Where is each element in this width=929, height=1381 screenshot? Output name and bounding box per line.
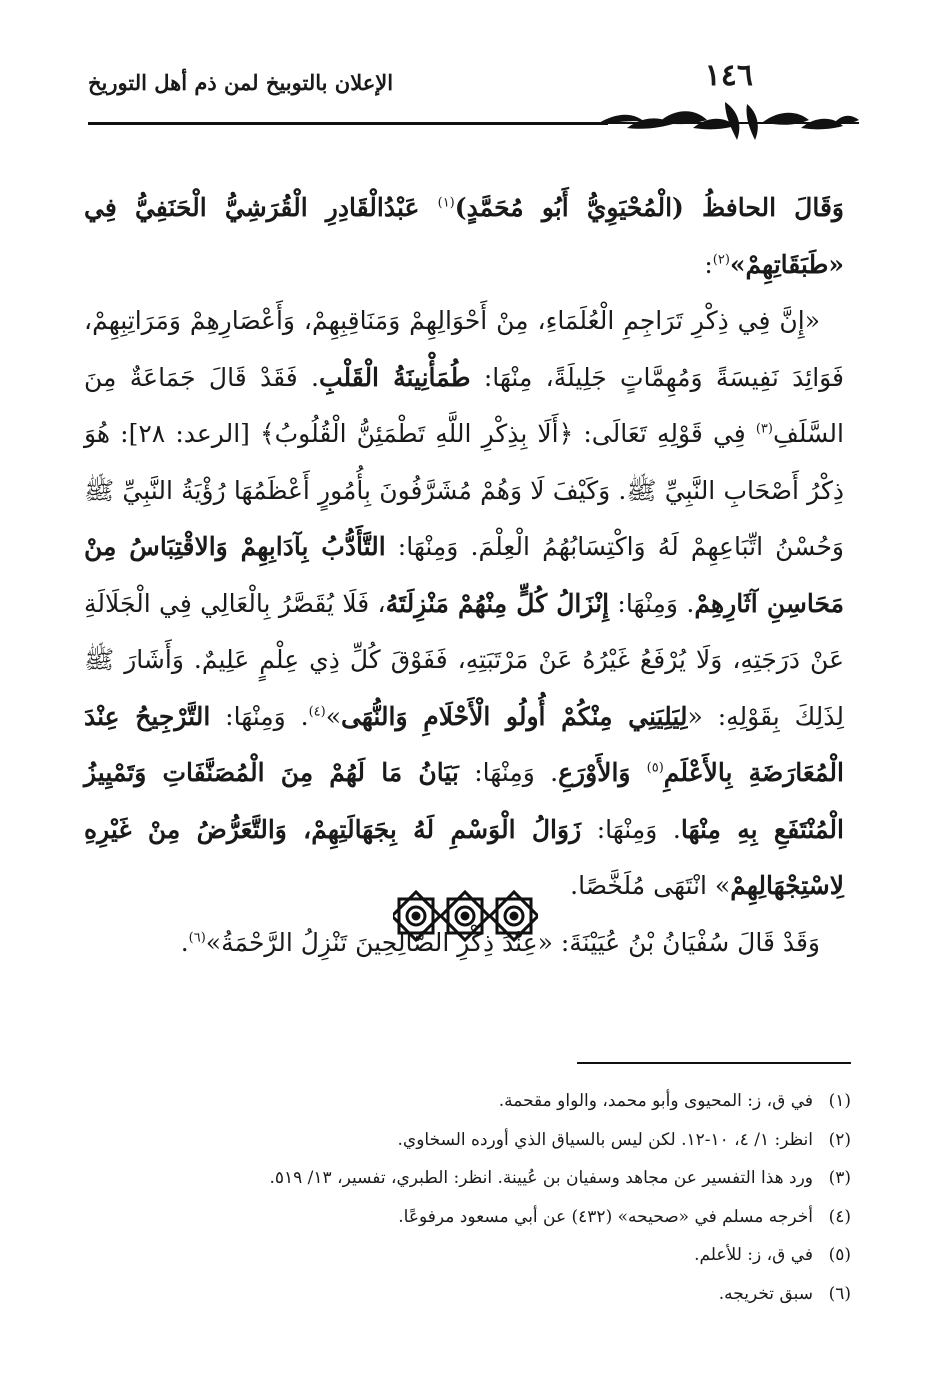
footnote-ref: (١) (437, 195, 455, 211)
footnote-text: أخرجه مسلم في «صحيحه» (٤٣٢) عن أبي مسعود مرفوعًا. (398, 1206, 813, 1227)
quote-bold: وَالأَوْرَعِ (558, 758, 647, 787)
quote-text: ، فَلَا يُقَصَّرُ بِالْعَالِي فِي الْجَلَالَةِ عَنْ دَرَجَتِهِ، وَلَا يُرْفَعُ غَيْرُهُ عَنْ مَرْتَبَتِهِ، فَفَوْقَ كُلِّ ذِي عِلْمٍ عَلِيمٌ. وَأَشَارَ ﷺ لِذَلِكَ بِقَوْلِهِ: « (84, 588, 845, 731)
quote-text: فِي قَوْلِهِ تَعَالَى: ﴿أَلَا بِذِكْرِ اللَّهِ تَطْمَئِنُّ الْقُلُوبُ﴾ [الرعد: ٢٨]: هُوَ ذِكْرُ أَصْحَابِ النَّبِيِّ ﷺ. وَكَيْفَ لَا وَهُمْ مُشَرَّفُونَ بِأُمُورٍ أَعْظَمُهَا رُؤْيَةُ النَّبِيِّ ﷺ وَحُسْنُ اتِّبَاعِهِمْ لَهُ وَاكْتِسَابُهُمُ الْعِلْمَ. وَمِنْهَا: (84, 419, 845, 561)
intro-text: وَقَالَ الحافظُ (الْمُحْيَوِيُّ أَبُو مُحَمَّدٍ) (454, 193, 844, 222)
page-number: ١٤٦ (704, 58, 753, 93)
quote-text: . وَمِنْهَا: (458, 758, 559, 787)
footnote-text: ورد هذا التفسير عن مجاهد وسفيان بن عُيينة. انظر: الطبري، تفسير، ١٣/ ٥١٩. (269, 1168, 813, 1188)
quote-text: . وَمِنْهَا: (609, 588, 695, 618)
intro-paragraph (84, 180, 844, 293)
footnote-number: (٣) (828, 1168, 851, 1188)
footnote-rule (577, 1062, 851, 1064)
footnote-text: سبق تخريجه. (718, 1283, 813, 1304)
footnote-number: (١) (828, 1091, 851, 1111)
quote-text: . فَقَدْ قَالَ جَمَاعَةٌ مِنَ السَّلَفِ (84, 362, 844, 448)
footnote-text: في ق، ز: المحيوى وأبو محمد، والواو مقحمة. (498, 1091, 813, 1111)
section-divider-ornament (393, 890, 538, 942)
intro-name: عَبْدُالْقَادِرِ الْقُرَشِيُّ الْحَنَفِيُّ فِي «طَبَقَاتِهِمْ» (84, 193, 844, 279)
quote-bold: التَّأَدُّبُ بِآدَابِهِمْ وَالاقْتِبَاسُ مِنْ مَحَاسِنِ آثَارِهِمْ (84, 532, 844, 618)
footnote-number: (٤) (828, 1206, 851, 1227)
quote-text: » انْتَهَى مُلَخَّصًا. (570, 871, 731, 900)
footnote-ref: (٤) (308, 704, 326, 720)
footnote-item (71, 1121, 851, 1160)
footnote-number: (٢) (828, 1129, 851, 1150)
footnote-item (71, 1236, 851, 1275)
quote-text: » (325, 701, 342, 731)
footnotes (71, 1082, 851, 1313)
footnote-item (71, 1159, 851, 1198)
footnote-item (71, 1082, 851, 1121)
sufyan-end: . (180, 927, 189, 957)
quote-text: «إِنَّ فِي ذِكْرِ تَرَاجِمِ الْعُلَمَاءِ، مِنْ أَحْوَالِهِمْ وَمَنَاقِبِهِمْ، وَأَعْصَارِهِمْ وَمَرَاتِبِهِمْ، فَوَائِدَ نَفِيسَةً وَمُهِمَّاتٍ جَلِيلَةً، مِنْهَا: (84, 306, 845, 392)
footnote-text: انظر: ١/ ٤، ١٠-١٢. لكن ليس بالسياق الذي أورده السخاوي. (397, 1129, 813, 1150)
quote-text: . وَمِنْهَا: (581, 814, 681, 844)
footnote-item (71, 1198, 851, 1237)
running-title: الإعلان بالتوبيخ لمن ذم أهل التوريخ (88, 70, 394, 95)
intro-end: : (704, 249, 713, 279)
footnote-ref: (٦) (188, 930, 206, 946)
sufyan-text: وَقَدْ قَالَ سُفْيَانُ بْنُ عُيَيْنَةَ: «عِنْدَ ذِكْرِ الصَّالِحِينَ تَنْزِلُ الرَّحْمَةُ» (205, 927, 820, 957)
footnote-text: في ق، ز: للأعلم. (694, 1245, 813, 1265)
quote-bold: بَيَانُ مَا لَهُمْ مِنَ الْمُصَنَّفَاتِ وَتَمْيِيزُ الْمُنْتَفَعِ بِهِ مِنْهَا (84, 758, 844, 844)
footnote-item (71, 1275, 851, 1314)
quote-bold: التَّرْجِيحُ عِنْدَ الْمُعَارَضَةِ بِالأَعْلَمِ (84, 701, 844, 787)
footnote-ref: (٢) (712, 252, 730, 268)
quote-bold: طُمَأْنِينَةُ الْقَلْبِ (318, 362, 471, 392)
footnote-ref: (٣) (755, 421, 773, 437)
header-rule (88, 122, 608, 125)
quote-text: . وَمِنْهَا: (210, 701, 309, 731)
quote-bold: إِنْزَالُ كُلٍّ مِنْهُمْ مَنْزِلَتَهُ (385, 588, 610, 618)
main-text (84, 180, 844, 971)
quote-bold: لِيَلِيَنِي مِنْكُمْ أُولُو الْأَحْلَامِ وَالنُّهَى (341, 701, 688, 731)
footnote-number: (٦) (828, 1283, 851, 1304)
footnote-ref: (٥) (646, 760, 664, 776)
footnote-number: (٥) (828, 1245, 851, 1265)
quote-bold: زَوَالُ الْوَسْمِ لَهُ بِجَهَالَتِهِمْ، وَالتَّعَرُّضُ مِنْ غَيْرِهِ لِاسْتِجْهَالِهِمْ (84, 814, 844, 900)
header-ornament (597, 98, 859, 144)
quote-paragraph (84, 293, 844, 915)
